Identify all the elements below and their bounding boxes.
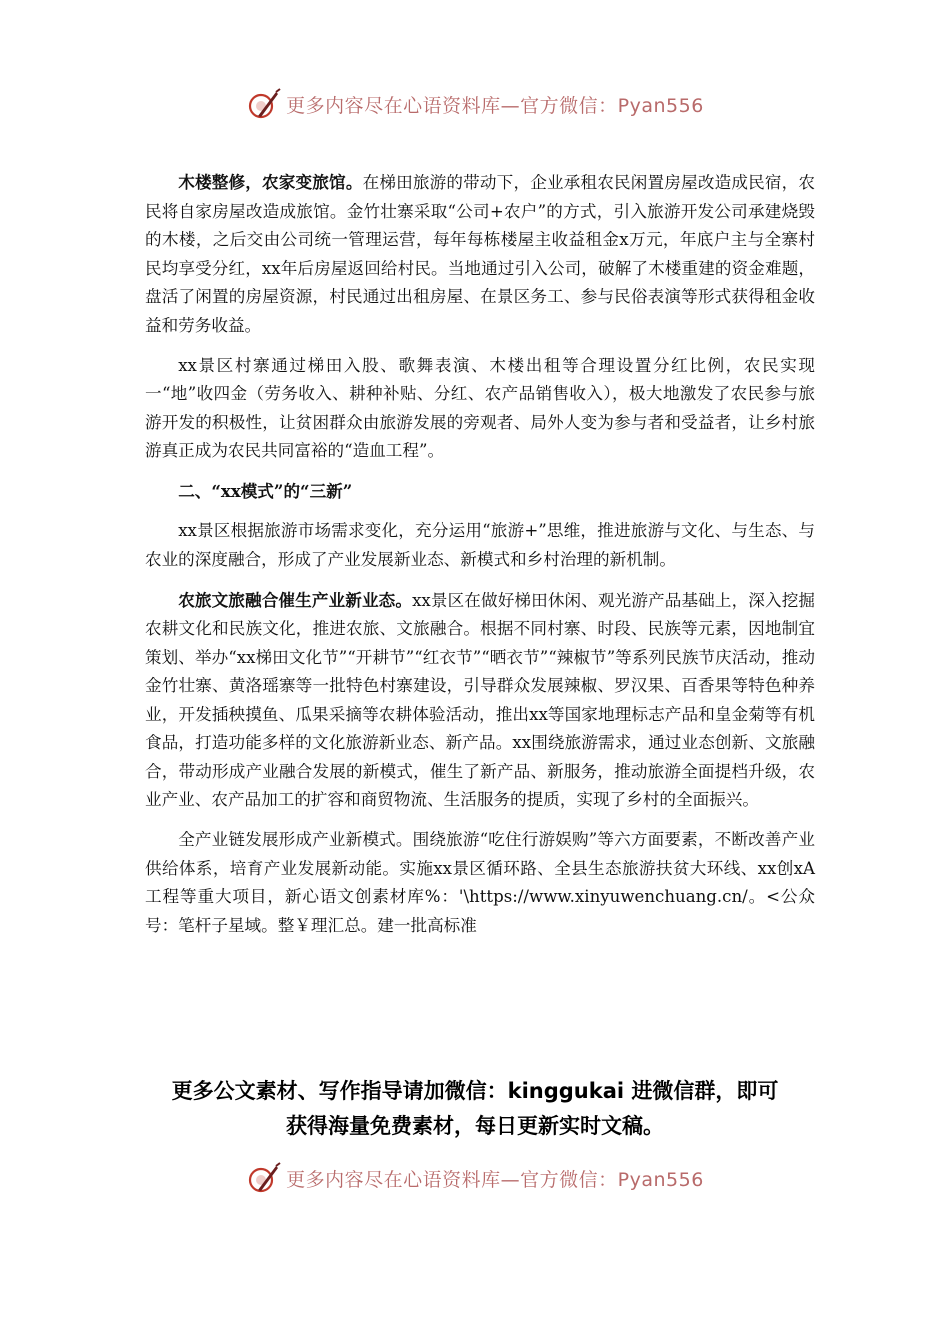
promo-line-1: 更多公文素材、写作指导请加微信：kinggukai 进微信群，即可 [171,1079,779,1103]
header-banner [0,82,950,126]
paragraph-4-text: xx景区在做好梯田休闲、观光游产品基础上，深入挖掘农耕文化和民族文化，推进农旅、文旅融合。根据不同村寨、时段、民族等元素，因地制宜策划、举办“xx梯田文化节”“开耕节”“红衣节”“晒衣节”“辣椒节”等系列民族节庆活动，推动金竹壮寨、黄洛瑶寨等一批特色村寨建设，引导群众发展辣椒、罗汉果、百香果等特色种养业，开发插秧摸鱼、瓜果采摘等农耕体验活动，推出xx等国家地理标志产品和皇金菊等有机食品，打造功能多样的文化旅游新业态、新产品。xx围绕旅游需求，通过业态创新、文旅融合，带动形成产业融合发展的新模式，催生了新产品、新服务，推动旅游全面提档升级，农业产业、农产品加工的扩容和商贸物流、生活服务的提质，实现了乡村的全面振兴。 [145,590,815,809]
footer-banner [0,1156,950,1200]
paragraph-5-text: 全产业链发展形成产业新模式。围绕旅游“吃住行游娱购”等六方面要素，不断改善产业供给体系，培育产业发展新动能。实施xx景区循环路、全县生态旅游扶贫大环线、xx创xA工程等重大项目，新心语文创素材库%：'\https://www.xinyuwenchuang.cn/。<公众号：笔杆子星域。整￥理汇总。建一批高标准 [145,830,815,935]
footer-banner-text: 更多内容尽在心语资料库—官方微信：Pyan556 [286,1168,704,1191]
paragraph-3 [145,517,815,574]
document-body [145,168,815,952]
paragraph-4 [145,586,815,815]
paragraph-2-text: xx景区村寨通过梯田入股、歌舞表演、木楼出租等合理设置分红比例，农民实现一“地”收四金（劳务收入、耕种补贴、分红、农产品销售收入），极大地激发了农民参与旅游开发的积极性，让贫困群众由旅游发展的旁观者、局外人变为参与者和受益者，让乡村旅游真正成为农民共同富裕的“造血工程”。 [145,355,815,460]
section-heading: 二、“xx模式”的“三新” [178,481,353,501]
quill-pen-logo-icon [246,1160,282,1196]
promo-block [130,1074,820,1144]
paragraph-5 [145,826,815,940]
paragraph-1-text: 在梯田旅游的带动下，企业承租农民闲置房屋改造成民宿，农民将自家房屋改造成旅馆。金竹壮寨采取“公司+农户”的方式，引入旅游开发公司承建烧毁的木楼，之后交由公司统一管理运营，每年每栋楼屋主收益租金x万元，年底户主与全寨村民均享受分红，xx年后房屋返回给村民。当地通过引入公司，破解了木楼重建的资金难题，盘活了闲置的房屋资源，村民通过出租房屋、在景区务工、参与民俗表演等形式获得租金收益和劳务收益。 [145,173,815,335]
paragraph-2 [145,352,815,466]
promo-line-2: 获得海量免费素材，每日更新实时文稿。 [286,1114,664,1138]
paragraph-1 [145,168,815,340]
header-banner-text: 更多内容尽在心语资料库—官方微信：Pyan556 [286,94,704,117]
paragraph-1-lead: 木楼整修，农家变旅馆。 [178,172,363,192]
paragraph-4-lead: 农旅文旅融合催生产业新业态。 [178,589,413,610]
quill-pen-logo-icon [246,86,282,122]
paragraph-3-text: xx景区根据旅游市场需求变化，充分运用“旅游+”思维，推进旅游与文化、与生态、与农业的深度融合，形成了产业发展新业态、新模式和乡村治理的新机制。 [145,521,815,569]
